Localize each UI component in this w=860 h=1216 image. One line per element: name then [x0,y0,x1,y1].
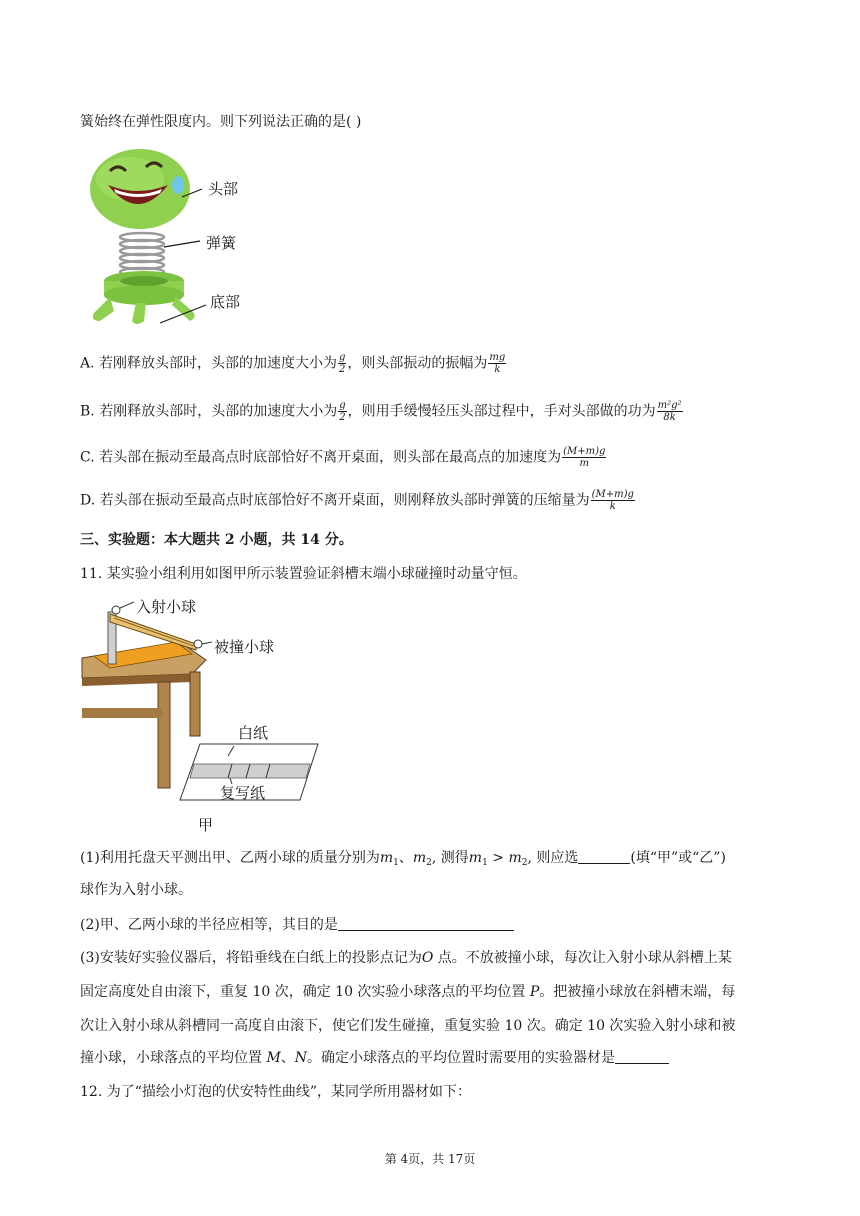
label-carbon-paper: 复写纸 [220,784,266,802]
label-head: 头部 [208,180,239,198]
answer-blank[interactable] [578,849,630,864]
apparatus-figure [80,596,330,806]
toy-base [104,285,184,305]
incident-ball [112,606,120,614]
label-base: 底部 [210,293,241,311]
q11-part-3-line-1: (3)安装好实验仪器后，将铅垂线在白纸上的投影点记为O 点。不放被撞小球，每次让入射小球从斜槽上某 [80,950,732,966]
fraction: $\frac{g}{2}$ [339,352,346,375]
carbon-paper [190,764,310,778]
label-spring: 弹簧 [206,234,237,252]
label-white-paper: 白纸 [238,724,269,742]
q11-part-3-line-2: 固定高度处自由滚下，重复 10 次，确定 10 次实验小球落点的平均位置 P。把被撞小球放在斜槽末端，每 [80,984,736,1000]
label-incident-ball: 入射小球 [136,598,197,616]
fraction: $\frac{(M+m)g}{m}$ [563,446,606,469]
figure-caption: 甲 [198,816,214,834]
option-a: A. 若刚释放头部时，头部的加速度大小为 $\frac{g}{2}$ ，则头部振动的振幅为 $\frac{mg}{k}$ [80,352,506,375]
question-12-stem: 12. 为了“描绘小灯泡的伏安特性曲线”，某同学所用器材如下： [80,1084,472,1100]
section-heading: 三、实验题：本大题共 2 小题，共 14 分。 [80,532,353,548]
fraction: $\frac{mg}{k}$ [489,352,506,375]
q11-part-1-line-2: 球作为入射小球。 [80,882,192,898]
answer-blank[interactable] [338,916,514,931]
q11-part-2: (2)甲、乙两小球的半径应相等，其目的是 [80,915,514,935]
question-11-stem: 11. 某实验小组利用如图甲所示装置验证斜槽末端小球碰撞时动量守恒。 [80,566,527,582]
fraction: $\frac{\text{m²g²}}{8k}$ [657,400,682,423]
option-b: B. 若刚释放头部时，头部的加速度大小为 $\frac{g}{2}$ ，则用手缓慢轻压头部过程中，手对头部做的功为 $\frac{\text{m²g²}}{8k}$ [80,400,682,423]
q11-part-1: (1)利用托盘天平测出甲、乙两小球的质量分别为$m_1$、$m_2$, 测得$m_1 > m_2$, 则应选 (填“甲”或“乙”) [80,850,726,868]
fraction: $\frac{g}{2}$ [339,400,346,423]
label-target-ball: 被撞小球 [214,638,275,656]
option-d: D. 若头部在振动至最高点时底部恰好不离开桌面，则刚释放头部时弹簧的压缩量为 $\frac{(M+m)g}{k}$ [80,489,634,512]
q11-part-3-line-3: 次让入射小球从斜槽同一高度自由滚下，使它们发生碰撞，重复实验 10 次。确定 10 次实验入射小球和被 [80,1018,736,1034]
answer-blank[interactable] [615,1049,669,1064]
toy-spring [120,233,164,276]
spring-toy-figure [80,145,280,335]
q11-part-3-line-4: 撞小球，小球落点的平均位置 M、N。确定小球落点的平均位置时需要用的实验器材是 [80,1048,669,1068]
page-footer: 第 4页，共 17页 [384,1152,476,1166]
question-10-tail: 簧始终在弹性限度内。则下列说法正确的是( ) [80,114,362,130]
toy-sweat-drop [172,176,184,194]
option-c: C. 若头部在振动至最高点时底部恰好不离开桌面，则头部在最高点的加速度为 $\frac{(M+m)g}{m}$ [80,446,606,469]
fraction: $\frac{(M+m)g}{k}$ [591,489,634,512]
target-ball [194,640,202,648]
table-leg [158,682,170,788]
